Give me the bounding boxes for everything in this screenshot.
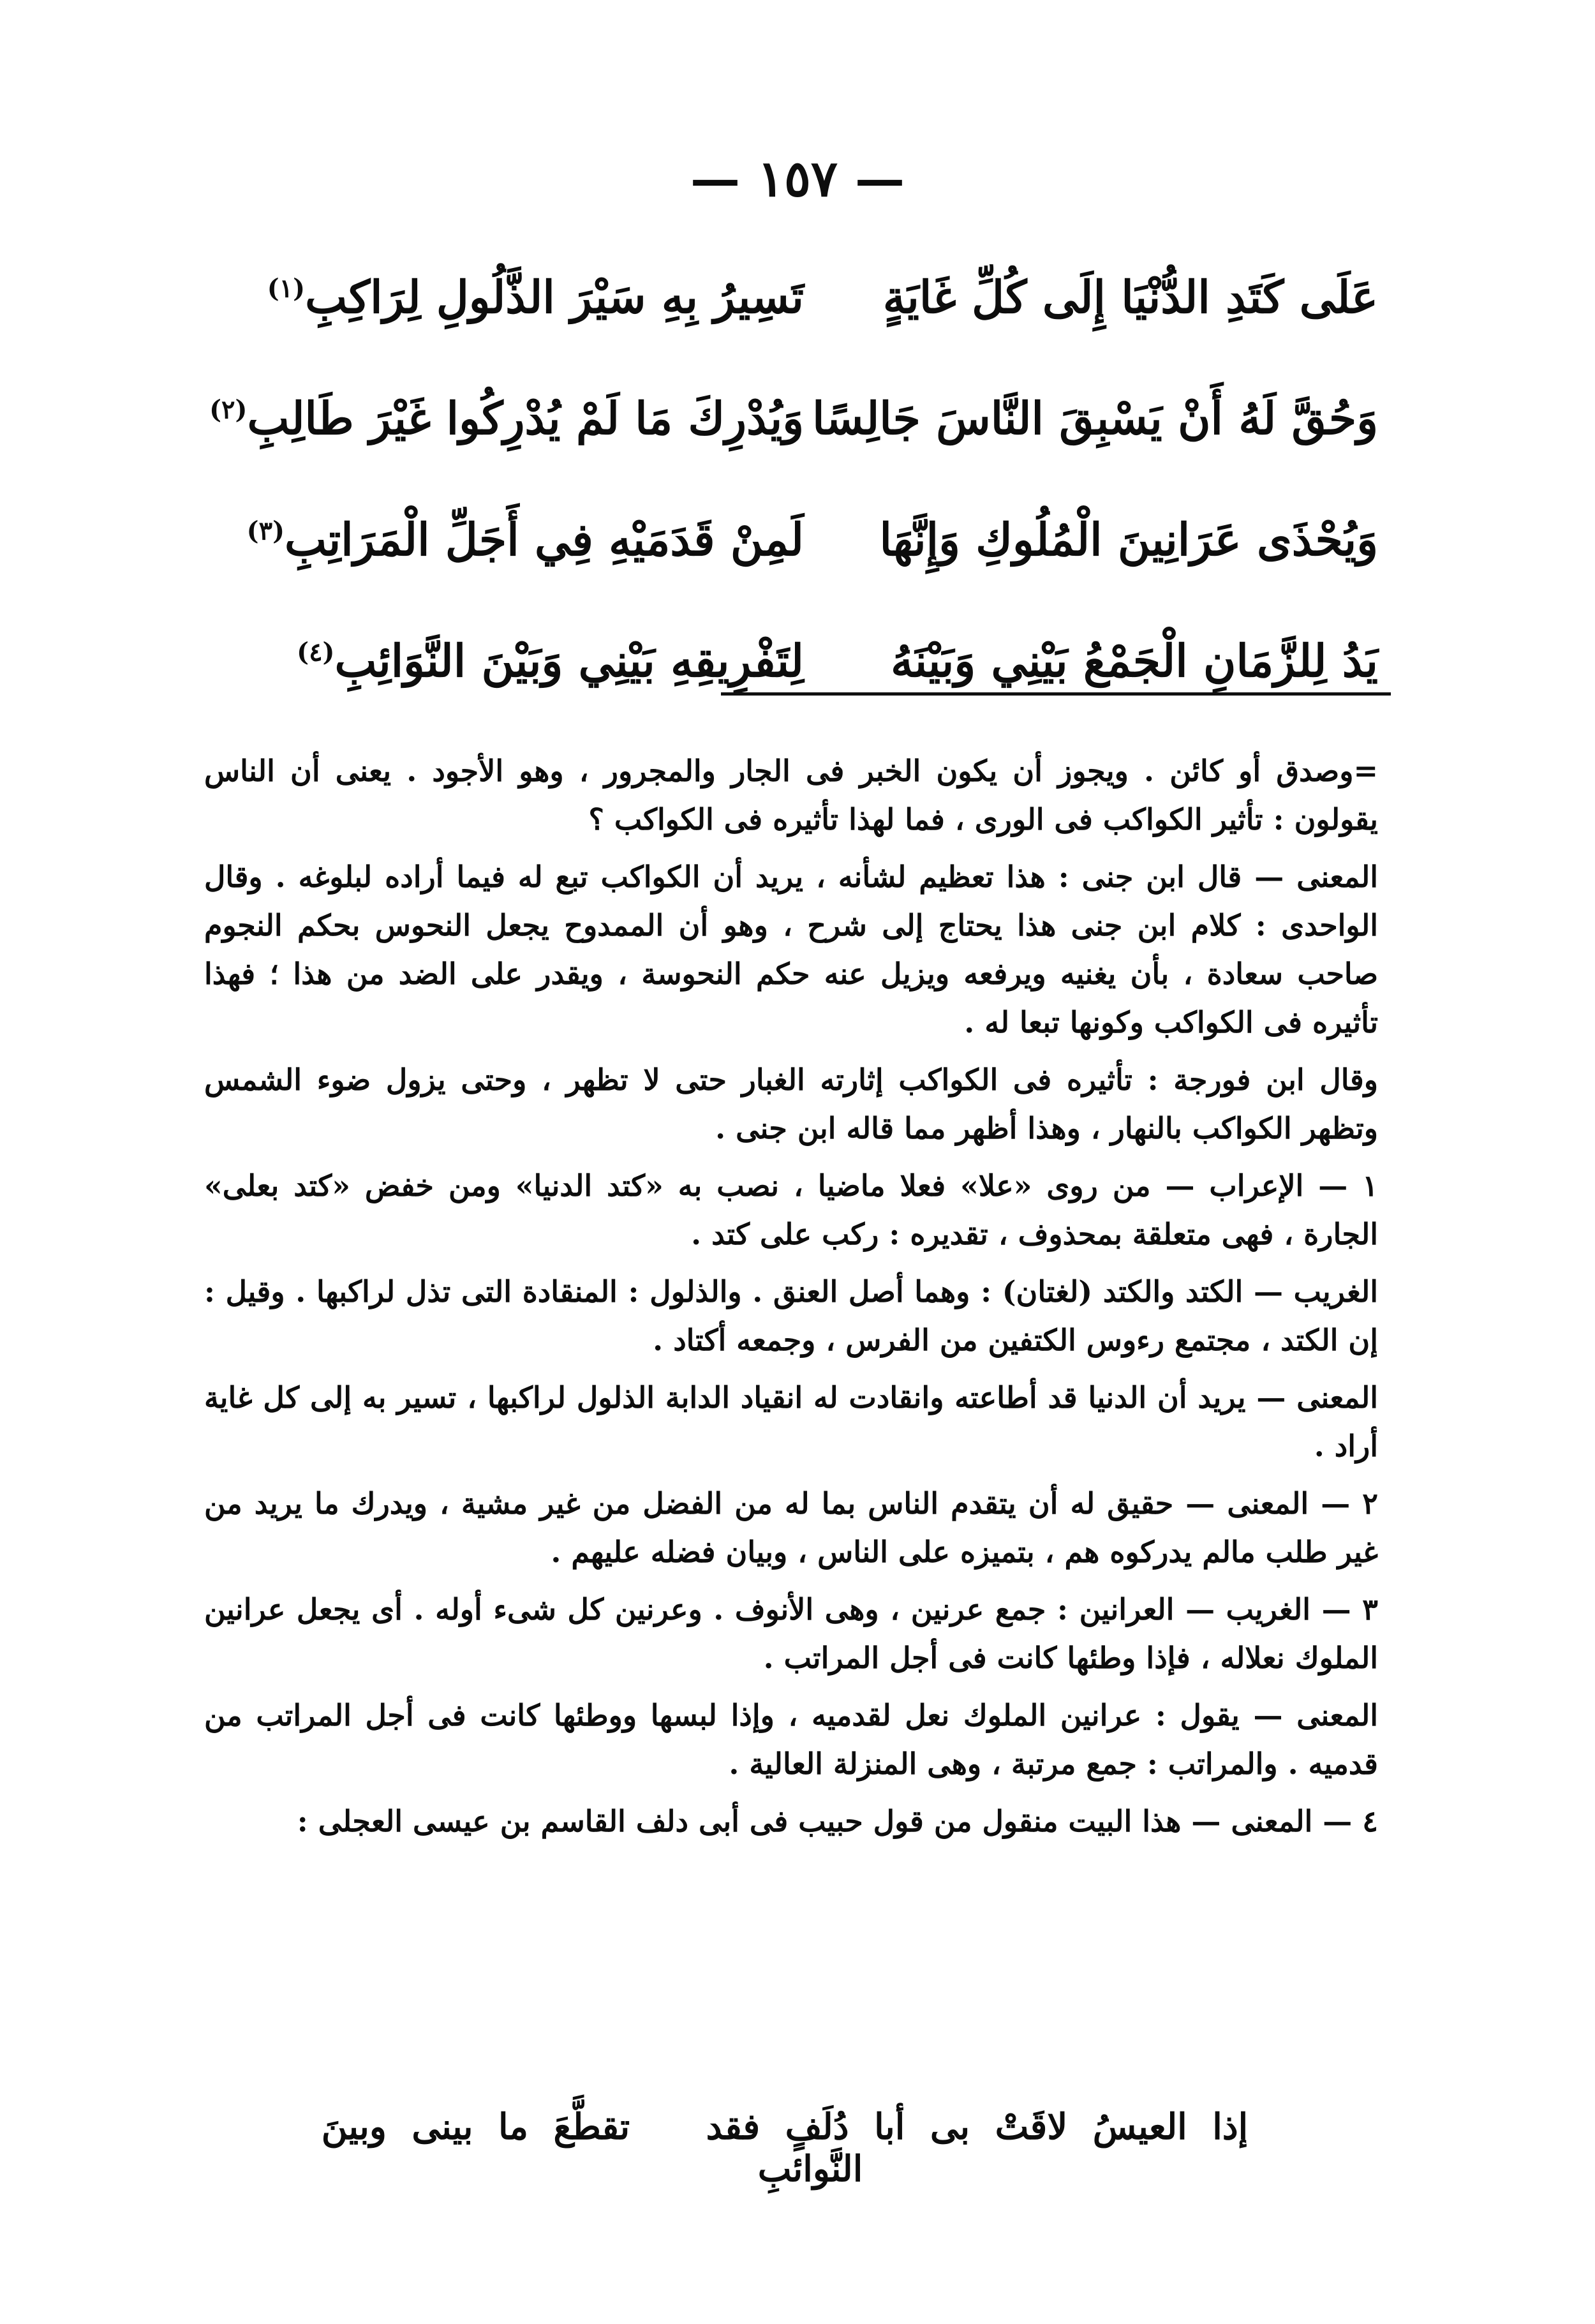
poem [209, 236, 1378, 721]
commentary-paragraph: ١ — الإعراب — من روى «علا» فعلا ماضيا ، نصب به «كتد الدنيا» ومن خفض «كتد بعلى» الجارة ، فهى متعلقة بمحذوف ، تقديره : ركب على كتد . [204, 1168, 1378, 1251]
commentary-paragraph: وقال ابن فورجة : تأثيره فى الكواكب إثارته الغبار حتى لا تظهر ، وحتى يزول ضوء الشمس وتظهر الكواكب بالنهار ، وهذا أظهر مما قاله ابن جنى . [204, 1062, 1378, 1145]
commentary-paragraph: المعنى — قال ابن جنى : هذا تعظيم لشأنه ، يريد أن الكواكب تبع له فيما أراده لبلوغه . وقال الواحدى : كلام ابن جنى هذا يحتاج إلى شرح ، وهو أن الممدوح يجعل النحوس بحكم النجوم صاحب سعادة ، بأن يغنيه ويرفعه ويزيل عنه حكم النحوسة ، ويقدر على الضد من هذا ؛ فهذا تأثيره فى الكواكب وكونها تبعا له . [204, 860, 1378, 1039]
footnote-marker: (١) [267, 273, 306, 304]
poem-verse [230, 479, 1378, 600]
page-number: — ١٥٧ — [690, 150, 905, 208]
commentary-paragraph: =وصدق أو كائن . ويجوز أن يكون الخبر فى الجار والمجرور ، وهو الأجود . يعنى أن الناس يقولون : تأثير الكواكب فى الورى ، فما لهذا تأثيره فى الكواكب ؟ [204, 754, 1378, 837]
footnote-marker: (٢) [209, 394, 248, 425]
verse-text: لِتَفْرِيقِهِ بَيْنِي وَبَيْنَ النَّوَائِبِ [334, 634, 804, 687]
quote-second-hemistich: تقطَّعَ ما بينى وبينَ النَّوائبِ [321, 2106, 863, 2190]
commentary-paragraph: ٣ — الغريب — العرانين : جمع عرنين ، وهى الأنوف . وعرنين كل شىء أوله . أى يجعل عرانين الملوك نعلاله ، فإذا وطئها كانت فى أجل المراتب . [204, 1592, 1378, 1675]
footnote-marker: (٤) [297, 637, 335, 667]
commentary-paragraph: ٢ — المعنى — حقيق له أن يتقدم الناس بما له من الفضل من غير مشية ، ويدرك ما يريد من غير طلب مالم يدركوه هم ، بتميزه على الناس ، وبيان فضله عليهم . [204, 1486, 1378, 1569]
quote-first-hemistich: إذا العيسُ لاقَتْ بى أبا دُلَفٍ فقد [706, 2106, 1249, 2148]
separator-rule [721, 692, 1391, 696]
verse-text: وَيُدْرِكَ مَا لَمْ يُدْرِكُوا غَيْرَ طَالِبِ [247, 391, 804, 445]
commentary [204, 747, 1378, 1854]
verse-first-hemistich: عَلَى كَتَدِ الدُّنْيَا إِلَى كُلِّ غَايَةٍ [882, 270, 1378, 324]
commentary-paragraph: المعنى — يريد أن الدنيا قد أطاعته وانقادت له انقياد الدابة الذلول لراكبها ، تسير به إلى كل غاية أراد . [204, 1380, 1378, 1463]
commentary-paragraph: الغريب — الكتد والكتد (لغتان) : وهما أصل العنق . والذلول : المنقادة التى تذل لراكبها . وقيل : إن الكتد ، مجتمع رءوس الكتفين من الفرس ، وجمعه أكتاد . [204, 1274, 1378, 1357]
footnote-marker: (٣) [246, 516, 285, 546]
verse-first-hemistich: وَحُقَّ لَهُ أَنْ يَسْبِقَ النَّاسَ جَالِسًا [812, 391, 1378, 445]
poem-verse [209, 357, 1378, 479]
verse-text: لَمِنْ قَدَمَيْهِ فِي أَجَلِّ الْمَرَاتِبِ [285, 512, 804, 566]
commentary-paragraph: ٤ — المعنى — هذا البيت منقول من قول حبيب فى أبى دلف القاسم بن عيسى العجلى : [297, 1804, 1378, 1838]
verse-second-hemistich [230, 634, 804, 687]
verse-second-hemistich [209, 391, 804, 445]
verse-text: تَسِيرُ بِهِ سَيْرَ الذَّلُولِ لِرَاكِبِ [305, 270, 804, 324]
verse-first-hemistich: يَدُ لِلزَّمَانِ الْجَمْعُ بَيْنِي وَبَيْنَهُ [891, 634, 1378, 687]
verse-second-hemistich [230, 513, 804, 566]
quoted-verse [319, 2106, 1276, 2190]
verse-first-hemistich: وَيُحْذَى عَرَانِينَ الْمُلُوكِ وَإِنَّهَا [879, 512, 1378, 566]
poem-verse [230, 236, 1378, 357]
poem-verse [230, 600, 1378, 721]
commentary-paragraph: المعنى — يقول : عرانين الملوك نعل لقدميه ، وإذا لبسها ووطئها كانت فى أجل المراتب من قدميه . والمراتب : جمع مرتبة ، وهى المنزلة العالية . [204, 1698, 1378, 1781]
verse-second-hemistich [230, 271, 804, 324]
